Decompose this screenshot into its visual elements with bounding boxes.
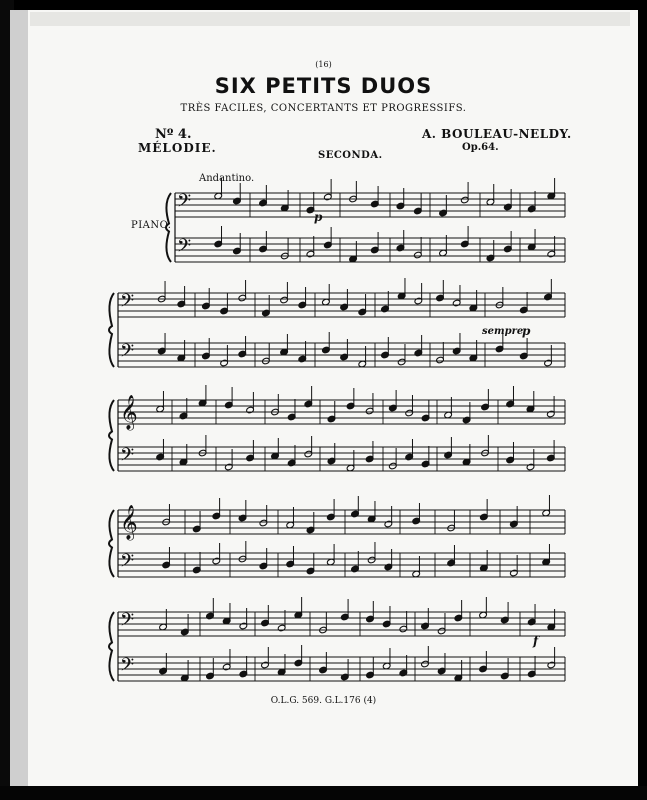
brace-3 [109, 510, 114, 577]
clef-upper-3: 𝄞 [120, 505, 138, 540]
clef-lower-2: 𝄢 [120, 445, 135, 470]
clef-lower-3: 𝄢 [120, 551, 135, 576]
dynamic-piano: p [314, 210, 323, 224]
clef-upper-0: 𝄢 [177, 191, 192, 216]
clef-lower-4: 𝄢 [120, 655, 135, 680]
clef-lower-1: 𝄢 [120, 341, 135, 366]
page-number: (16) [315, 60, 332, 69]
dynamic-piano-2: p [522, 324, 531, 338]
brace-1 [109, 293, 114, 367]
page-subtitle: TRÈS FACILES, CONCERTANTS ET PROGRESSIFS. [180, 103, 467, 114]
clef-upper-4: 𝄢 [120, 610, 135, 635]
plate-number: O.L.G. 569. G.L.176 (4) [270, 696, 377, 706]
part-name: SECONDA. [318, 150, 383, 161]
brace-2 [109, 400, 114, 471]
tempo-marking: Andantino. [199, 173, 255, 184]
composer-name: A. BOULEAU-NELDY. [422, 127, 572, 141]
piece-title: MÉLODIE. [138, 141, 217, 155]
clef-upper-1: 𝄢 [120, 291, 135, 316]
clef-upper-2: 𝄞 [120, 395, 138, 430]
opus-number: Op.64. [462, 142, 499, 153]
piece-number: Nº 4. [155, 127, 192, 142]
dynamic-sempre: sempre [482, 326, 524, 337]
instrument-label: PIANO. [131, 220, 172, 231]
clef-lower-0: 𝄢 [177, 236, 192, 261]
brace-4 [109, 612, 114, 681]
page-title: SIX PETITS DUOS [214, 74, 433, 98]
dynamic-forte: f [533, 634, 539, 648]
